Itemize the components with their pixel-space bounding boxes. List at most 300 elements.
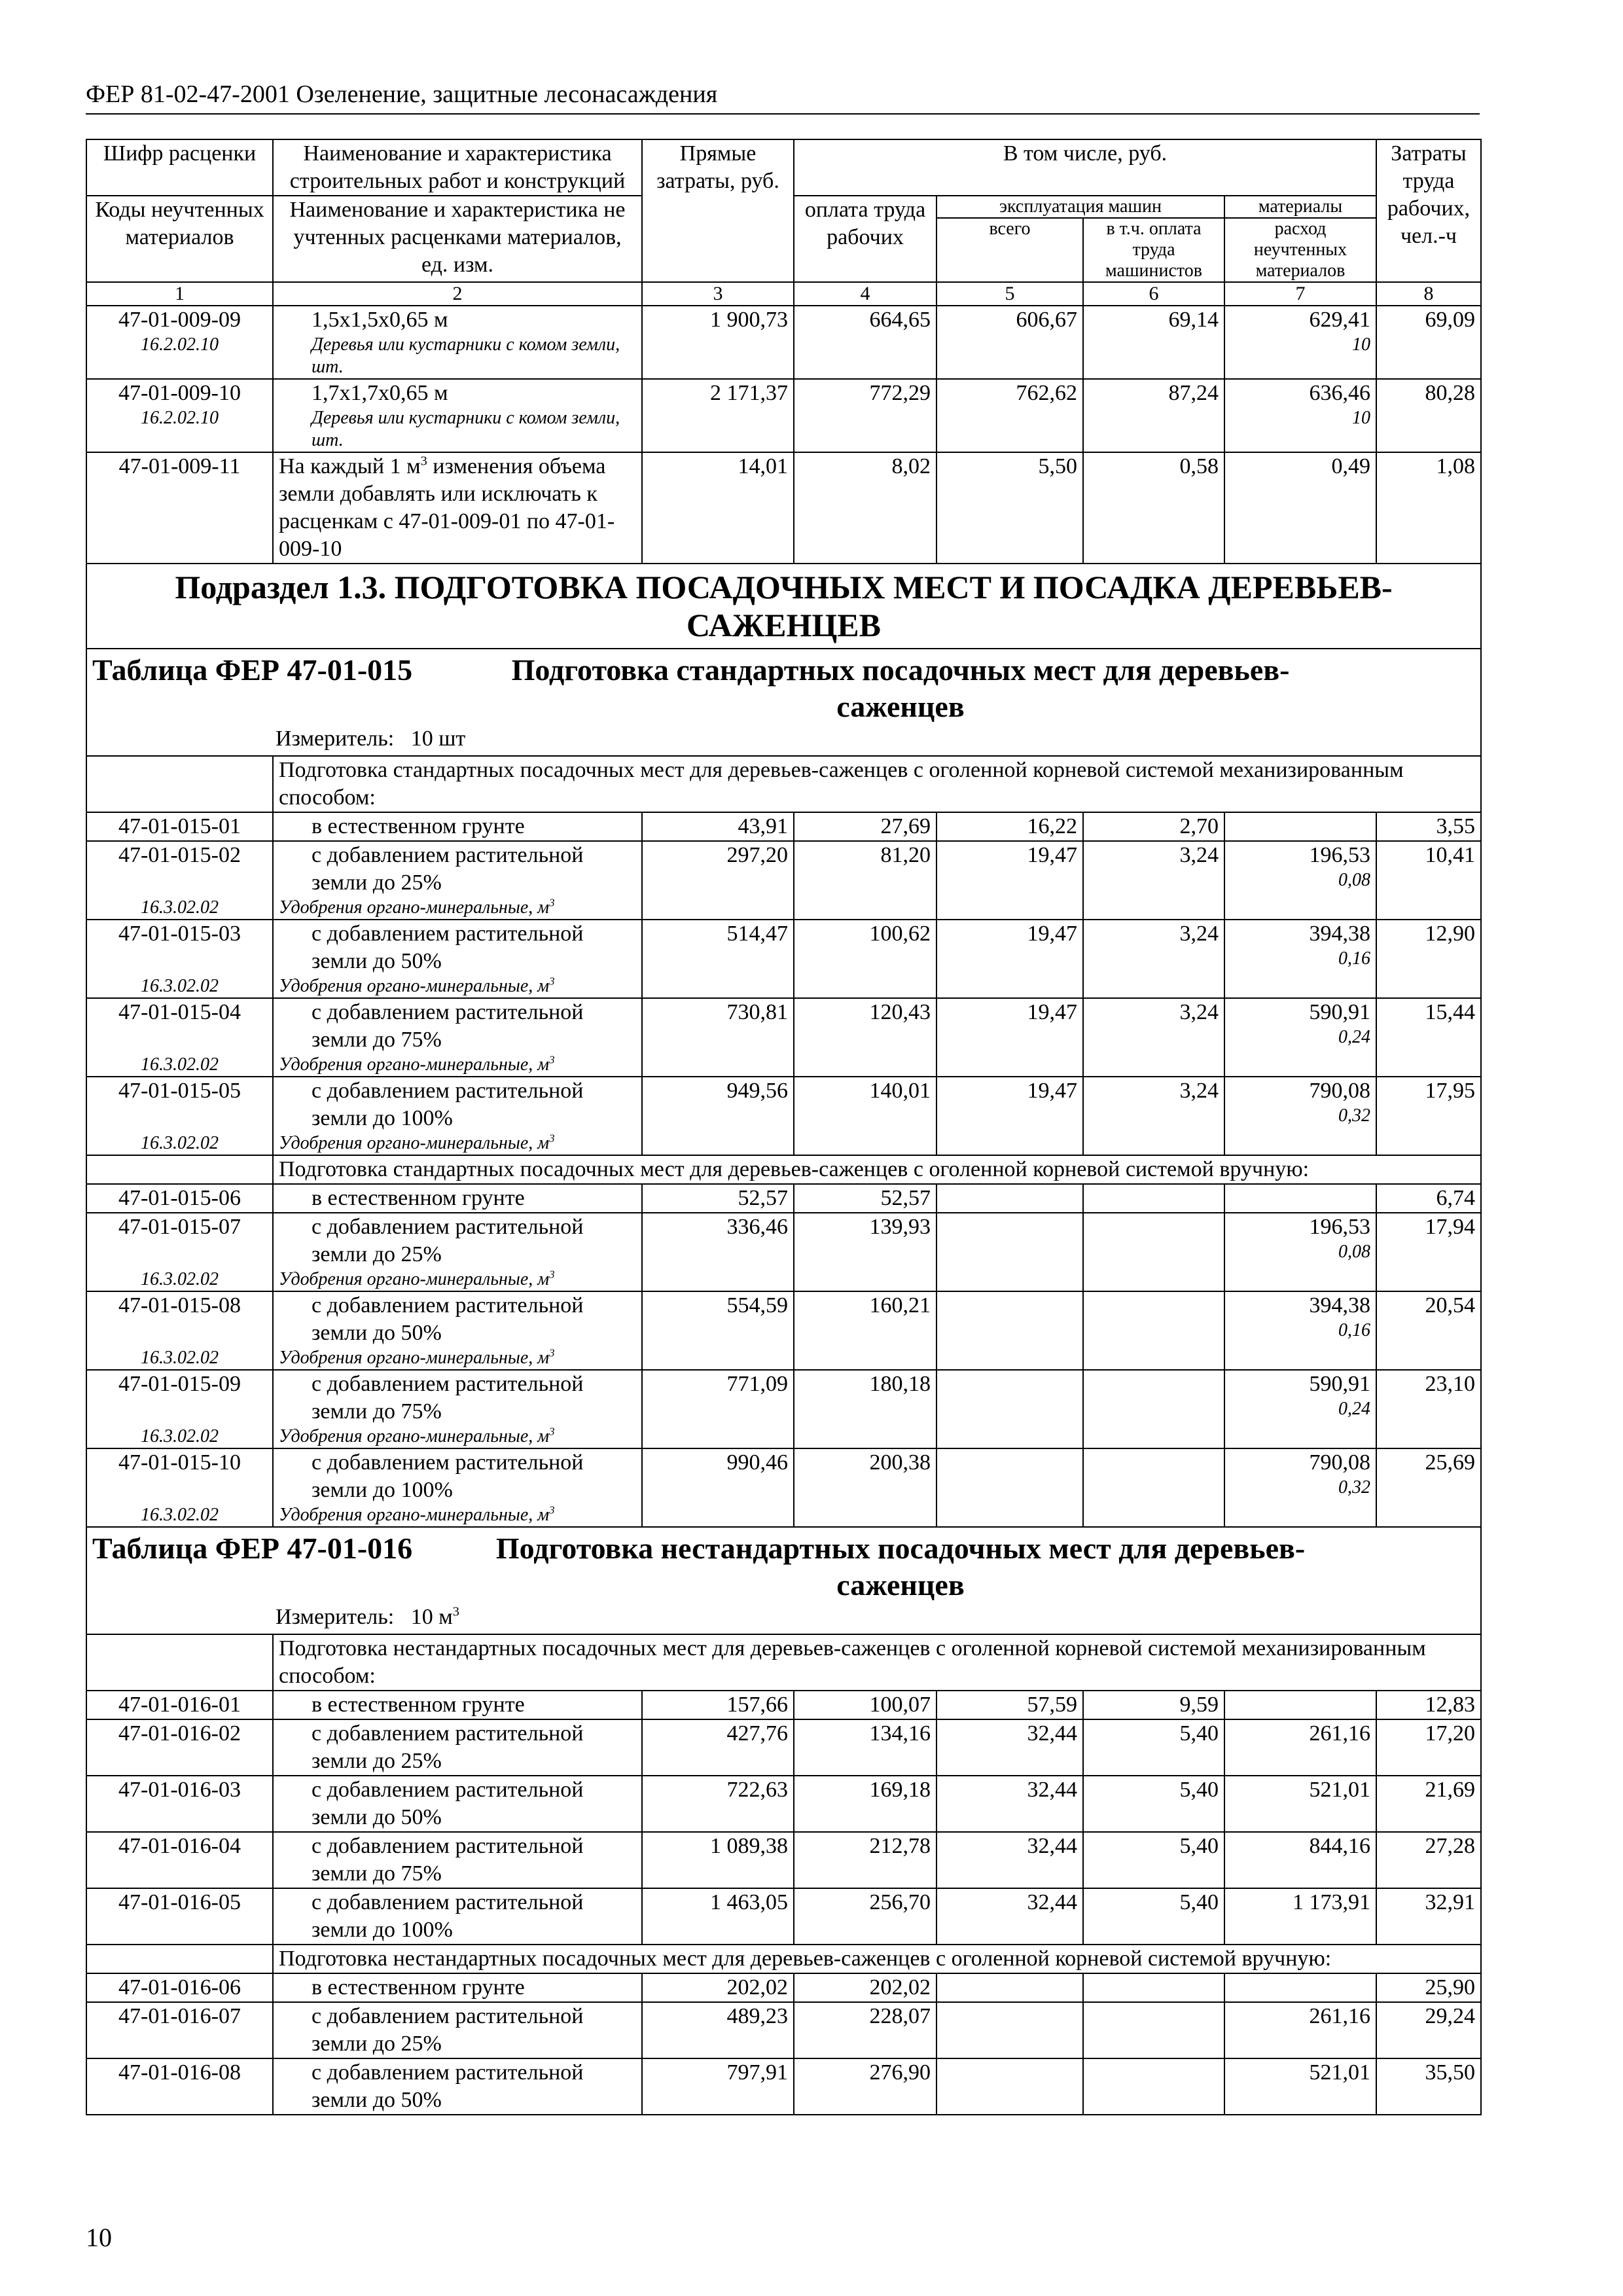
unaccounted-material-name: Удобрения органо-минеральные, $м^3$ <box>279 1132 555 1153</box>
machine-cost: 32,44 <box>936 1719 1083 1776</box>
rate-code-cell <box>86 998 273 1077</box>
labor-hours: 17,95 <box>1376 1077 1481 1155</box>
work-name-cell <box>273 841 642 920</box>
table-row <box>86 841 1481 920</box>
work-name-cell <box>273 1291 642 1370</box>
work-name: с добавлением растительной земли до 50% <box>312 1778 584 1829</box>
machine-cost: 32,44 <box>936 1776 1083 1832</box>
material-code: 16.3.02.02 <box>141 1426 219 1446</box>
col-labor-header: Затраты труда рабочих, чел.-ч <box>1376 139 1481 282</box>
materials-cost: 394,38 <box>1309 1293 1370 1318</box>
table-row <box>86 306 1481 379</box>
col-machines-header: эксплуатация машин <box>936 196 1224 218</box>
table-title-row <box>86 1527 1481 1634</box>
wages-cost: 100,07 <box>794 1691 936 1719</box>
labor-hours: 25,69 <box>1376 1448 1481 1527</box>
table-row <box>86 1213 1481 1291</box>
direct-cost: 427,76 <box>642 1719 794 1776</box>
wages-cost: 664,65 <box>794 306 936 379</box>
page-number: 10 <box>86 2223 112 2252</box>
group-title: Подготовка стандартных посадочных мест для деревьев-саженцев с оголенной корневой системой вручную: <box>273 1155 1481 1184</box>
superscript-3: 3 <box>549 1053 555 1066</box>
unaccounted-material-consumption: 0,24 <box>1338 1399 1370 1419</box>
work-name-cell <box>273 1213 642 1291</box>
materials-cell <box>1224 2002 1376 2058</box>
machinist-wages <box>1083 1370 1224 1448</box>
group-title: Подготовка нестандартных посадочных мест для деревьев-саженцев с оголенной корневой системой механизированным способом: <box>273 1634 1481 1691</box>
unaccounted-material-consumption: 0,08 <box>1338 870 1370 890</box>
work-name-cell <box>273 920 642 998</box>
rate-code: 47-01-016-03 <box>118 1778 241 1802</box>
superscript-3: 3 <box>549 1268 555 1281</box>
rate-code-cell <box>86 1973 273 2002</box>
table-row <box>86 1973 1481 2002</box>
work-name-cell <box>273 1691 642 1719</box>
table-row <box>86 998 1481 1077</box>
labor-hours: 1,08 <box>1376 452 1481 564</box>
labor-hours: 25,90 <box>1376 1973 1481 2002</box>
section-title: Подраздел 1.3. ПОДГОТОВКА ПОСАДОЧНЫХ МЕСТ И ПОСАДКА ДЕРЕВЬЕВ-САЖЕНЦЕВ <box>86 564 1481 649</box>
materials-cost: 790,08 <box>1309 1450 1370 1475</box>
measure-unit <box>92 1604 1475 1631</box>
work-name: в естественном грунте <box>312 1975 525 2000</box>
group-blank <box>86 1634 273 1691</box>
work-name: 1,5x1,5x0,65 м <box>312 308 448 332</box>
wages-cost: 256,70 <box>794 1888 936 1945</box>
work-name: с добавлением растительной земли до 50% <box>312 922 584 973</box>
column-number-5: 5 <box>936 282 1083 306</box>
col-mach-wages-header: в т.ч. оплата труда машинистов <box>1083 218 1224 282</box>
machine-cost <box>936 1213 1083 1291</box>
rate-code: 47-01-015-07 <box>118 1215 241 1239</box>
wages-cost: 772,29 <box>794 379 936 452</box>
rate-code-cell <box>86 1370 273 1448</box>
machinist-wages <box>1083 1213 1224 1291</box>
rate-code: 47-01-015-02 <box>118 843 241 867</box>
column-number-8: 8 <box>1376 282 1481 306</box>
materials-cell <box>1224 998 1376 1077</box>
materials-cost: 1 173,91 <box>1293 1890 1370 1914</box>
wages-cost: 276,90 <box>794 2058 936 2115</box>
group-blank <box>86 756 273 812</box>
rate-code: 47-01-009-09 <box>118 308 241 332</box>
materials-cell <box>1224 1370 1376 1448</box>
table-row <box>86 1077 1481 1155</box>
materials-cost: 521,01 <box>1309 2060 1370 2085</box>
materials-cost: 196,53 <box>1309 843 1370 867</box>
measure-unit <box>92 725 1475 753</box>
labor-hours: 20,54 <box>1376 1291 1481 1370</box>
unaccounted-material-name: Деревья или кустарники с комом земли, шт. <box>312 408 620 450</box>
machinist-wages <box>1083 1448 1224 1527</box>
table-row <box>86 1832 1481 1888</box>
material-code: 16.3.02.02 <box>141 976 219 996</box>
direct-cost: 722,63 <box>642 1776 794 1832</box>
unaccounted-material-name: Удобрения органо-минеральные, $м^3$ <box>279 896 555 918</box>
column-number-7: 7 <box>1224 282 1376 306</box>
machinist-wages: 5,40 <box>1083 1888 1224 1945</box>
table-row <box>86 452 1481 564</box>
superscript-3: 3 <box>549 1425 555 1438</box>
materials-cell <box>1224 2058 1376 2115</box>
labor-hours: 69,09 <box>1376 306 1481 379</box>
table-title <box>92 652 1475 725</box>
unaccounted-material-consumption: 0,32 <box>1338 1105 1370 1126</box>
labor-hours: 3,55 <box>1376 812 1481 841</box>
rate-code: 47-01-016-07 <box>118 2004 241 2028</box>
col-wages-header: оплата труда рабочих <box>794 196 936 282</box>
machinist-wages: 0,58 <box>1083 452 1224 564</box>
materials-cost: 261,16 <box>1309 2004 1370 2028</box>
materials-cell <box>1224 452 1376 564</box>
machine-cost <box>936 1973 1083 2002</box>
table-title-cell <box>86 1527 1481 1634</box>
work-name-cell <box>273 1370 642 1448</box>
rate-code: 47-01-016-05 <box>118 1890 241 1914</box>
materials-cell <box>1224 1691 1376 1719</box>
unaccounted-material-name: Удобрения органо-минеральные, $м^3$ <box>279 1268 555 1289</box>
table-name: Подготовка стандартных посадочных мест для деревьев-саженцев <box>511 653 1290 723</box>
materials-cost: 196,53 <box>1309 1215 1370 1239</box>
direct-cost: 1 089,38 <box>642 1832 794 1888</box>
table-row <box>86 1719 1481 1776</box>
materials-cost: 394,38 <box>1309 922 1370 946</box>
labor-hours: 80,28 <box>1376 379 1481 452</box>
unaccounted-material-name: Удобрения органо-минеральные, $м^3$ <box>279 1346 555 1368</box>
material-code: 16.3.02.02 <box>141 1054 219 1075</box>
superscript-3: 3 <box>452 1604 459 1619</box>
machine-cost: 16,22 <box>936 812 1083 841</box>
wages-cost: 169,18 <box>794 1776 936 1832</box>
work-name: 1,7x1,7x0,65 м <box>312 381 448 405</box>
machine-cost: 19,47 <box>936 998 1083 1077</box>
unaccounted-material-consumption: 10 <box>1352 334 1370 355</box>
unaccounted-material-name: Удобрения органо-минеральные, $м^3$ <box>279 975 555 996</box>
group-row <box>86 756 1481 812</box>
col-mach-total-header: всего <box>936 218 1083 282</box>
direct-cost: 336,46 <box>642 1213 794 1291</box>
work-name: с добавлением растительной земли до 25% <box>312 1215 584 1266</box>
table-row <box>86 2058 1481 2115</box>
rate-code: 47-01-015-05 <box>118 1079 241 1103</box>
machine-cost: 32,44 <box>936 1832 1083 1888</box>
rate-code-cell <box>86 1213 273 1291</box>
wages-cost: 100,62 <box>794 920 936 998</box>
wages-cost: 212,78 <box>794 1832 936 1888</box>
work-name: с добавлением растительной земли до 75% <box>312 1372 584 1424</box>
superscript-3: 3 <box>549 975 555 988</box>
rate-code-cell <box>86 1077 273 1155</box>
work-name: в естественном грунте <box>312 1693 525 1717</box>
materials-cell <box>1224 379 1376 452</box>
work-name: с добавлением растительной земли до 75% <box>312 1000 584 1052</box>
materials-cell <box>1224 1213 1376 1291</box>
group-row <box>86 1155 1481 1184</box>
rate-code: 47-01-016-02 <box>118 1721 241 1746</box>
material-code: 16.3.02.02 <box>141 1505 219 1525</box>
col-code-header: Шифр расценки <box>86 139 273 196</box>
materials-cell <box>1224 812 1376 841</box>
rate-code-cell <box>86 306 273 379</box>
materials-cost: 844,16 <box>1309 1834 1370 1858</box>
work-name-cell <box>273 998 642 1077</box>
labor-hours: 17,94 <box>1376 1213 1481 1291</box>
rate-code: 47-01-015-03 <box>118 922 241 946</box>
machine-cost: 19,47 <box>936 1077 1083 1155</box>
rate-code: 47-01-015-10 <box>118 1450 241 1475</box>
measure-value: 10 $м^3$ <box>410 1604 459 1629</box>
table-row <box>86 1291 1481 1370</box>
table-title-cell <box>86 649 1481 756</box>
work-name: в естественном грунте <box>312 814 525 838</box>
group-blank <box>86 1155 273 1184</box>
rate-code: 47-01-015-08 <box>118 1293 241 1318</box>
materials-cost: 261,16 <box>1309 1721 1370 1746</box>
materials-cost: 521,01 <box>1309 1778 1370 1802</box>
labor-hours: 32,91 <box>1376 1888 1481 1945</box>
column-number-3: 3 <box>642 282 794 306</box>
table-row <box>86 1448 1481 1527</box>
measure-label: Измеритель: <box>276 1605 395 1629</box>
materials-cell <box>1224 1077 1376 1155</box>
rate-code-cell <box>86 379 273 452</box>
material-code: 16.2.02.10 <box>141 408 219 428</box>
wages-cost: 139,93 <box>794 1213 936 1291</box>
page-header: ФЕР 81-02-47-2001 Озеленение, защитные лесонасаждения <box>86 75 1480 115</box>
materials-cell <box>1224 1184 1376 1213</box>
rate-code: 47-01-016-01 <box>118 1693 241 1717</box>
materials-cell <box>1224 1973 1376 2002</box>
machine-cost <box>936 2058 1083 2115</box>
material-code: 16.3.02.02 <box>141 897 219 918</box>
col-mat-consumption-header: расход неучтенных материалов <box>1224 218 1376 282</box>
rate-code: 47-01-015-06 <box>118 1186 241 1210</box>
machine-cost: 19,47 <box>936 920 1083 998</box>
rate-code-cell <box>86 2002 273 2058</box>
labor-hours: 12,83 <box>1376 1691 1481 1719</box>
direct-cost: 797,91 <box>642 2058 794 2115</box>
work-name-cell <box>273 1077 642 1155</box>
wages-cost: 120,43 <box>794 998 936 1077</box>
unaccounted-material-consumption: 10 <box>1352 408 1370 428</box>
column-number-1: 1 <box>86 282 273 306</box>
machinist-wages: 3,24 <box>1083 841 1224 920</box>
rates-table <box>86 139 1482 2115</box>
machine-cost: 606,67 <box>936 306 1083 379</box>
work-name: с добавлением растительной земли до 25% <box>312 1721 584 1773</box>
table-name: Подготовка нестандартных посадочных мест для деревьев-саженцев <box>495 1532 1306 1602</box>
materials-cost: 590,91 <box>1309 1372 1370 1396</box>
machine-cost: 19,47 <box>936 841 1083 920</box>
direct-cost: 157,66 <box>642 1691 794 1719</box>
work-name: с добавлением растительной земли до 100% <box>312 1890 584 1942</box>
rate-code: 47-01-016-04 <box>118 1834 241 1858</box>
unaccounted-material-name: Деревья или кустарники с комом земли, шт. <box>312 334 620 377</box>
direct-cost: 14,01 <box>642 452 794 564</box>
unaccounted-material-consumption: 0,16 <box>1338 1320 1370 1340</box>
machinist-wages: 3,24 <box>1083 998 1224 1077</box>
labor-hours: 12,90 <box>1376 920 1481 998</box>
rate-code-cell <box>86 1832 273 1888</box>
machine-cost: 762,62 <box>936 379 1083 452</box>
work-name-cell <box>273 2058 642 2115</box>
group-blank <box>86 1945 273 1973</box>
work-name: в естественном грунте <box>312 1186 525 1210</box>
work-name-cell <box>273 1184 642 1213</box>
table-row <box>86 920 1481 998</box>
unaccounted-material-consumption: 0,24 <box>1338 1027 1370 1047</box>
unaccounted-material-name: Удобрения органо-минеральные, $м^3$ <box>279 1503 555 1525</box>
machinist-wages: 5,40 <box>1083 1832 1224 1888</box>
materials-cost: 629,41 <box>1309 308 1370 332</box>
direct-cost: 1 900,73 <box>642 306 794 379</box>
material-code: 16.3.02.02 <box>141 1348 219 1368</box>
work-name-cell <box>273 306 642 379</box>
work-name-cell <box>273 1719 642 1776</box>
machinist-wages: 5,40 <box>1083 1719 1224 1776</box>
wages-cost: 180,18 <box>794 1370 936 1448</box>
wages-cost: 200,38 <box>794 1448 936 1527</box>
materials-cell <box>1224 841 1376 920</box>
wages-cost: 202,02 <box>794 1973 936 2002</box>
wages-cost: 52,57 <box>794 1184 936 1213</box>
labor-hours: 35,50 <box>1376 2058 1481 2115</box>
rate-code: 47-01-015-04 <box>118 1000 241 1024</box>
machinist-wages: 9,59 <box>1083 1691 1224 1719</box>
table-label: Таблица ФЕР 47-01-016 <box>92 1532 413 1565</box>
machine-cost: 57,59 <box>936 1691 1083 1719</box>
table-row <box>86 379 1481 452</box>
superscript-3: 3 <box>420 454 427 469</box>
col-direct-header: Прямые затраты, руб. <box>642 139 794 282</box>
materials-cell <box>1224 1888 1376 1945</box>
superscript-3: 3 <box>549 1132 555 1145</box>
rate-code: 47-01-009-10 <box>118 381 241 405</box>
rate-code: 47-01-015-09 <box>118 1372 241 1396</box>
machine-cost <box>936 1370 1083 1448</box>
work-name-cell <box>273 379 642 452</box>
direct-cost: 1 463,05 <box>642 1888 794 1945</box>
wages-cost: 160,21 <box>794 1291 936 1370</box>
table-title <box>92 1530 1475 1604</box>
machinist-wages: 69,14 <box>1083 306 1224 379</box>
rate-code: 47-01-015-01 <box>118 814 241 838</box>
col-including-header: В том числе, руб. <box>794 139 1376 196</box>
unaccounted-material-name: Удобрения органо-минеральные, $м^3$ <box>279 1053 555 1075</box>
superscript-3: 3 <box>549 896 555 909</box>
col-matnames-header: Наименование и характеристика не учтенных расценками материалов, ед. изм. <box>273 196 642 282</box>
materials-cost: 590,91 <box>1309 1000 1370 1024</box>
table-row <box>86 1776 1481 1832</box>
machinist-wages <box>1083 1291 1224 1370</box>
machine-cost: 5,50 <box>936 452 1083 564</box>
materials-cell <box>1224 1448 1376 1527</box>
machine-cost <box>936 2002 1083 2058</box>
work-name: с добавлением растительной земли до 100% <box>312 1079 584 1130</box>
direct-cost: 202,02 <box>642 1973 794 2002</box>
column-number-6: 6 <box>1083 282 1224 306</box>
machinist-wages: 3,24 <box>1083 1077 1224 1155</box>
direct-cost: 514,47 <box>642 920 794 998</box>
column-number-row <box>86 282 1481 306</box>
labor-hours: 29,24 <box>1376 2002 1481 2058</box>
rate-code-cell <box>86 1888 273 1945</box>
labor-hours: 21,69 <box>1376 1776 1481 1832</box>
direct-cost: 297,20 <box>642 841 794 920</box>
machinist-wages: 3,24 <box>1083 920 1224 998</box>
rate-code-cell <box>86 1184 273 1213</box>
column-number-4: 4 <box>794 282 936 306</box>
direct-cost: 554,59 <box>642 1291 794 1370</box>
work-name-cell <box>273 1888 642 1945</box>
unaccounted-material-consumption: 0,08 <box>1338 1242 1370 1262</box>
table-row <box>86 2002 1481 2058</box>
unaccounted-material-name: Удобрения органо-минеральные, $м^3$ <box>279 1425 555 1446</box>
materials-cell <box>1224 306 1376 379</box>
materials-cell <box>1224 1719 1376 1776</box>
machinist-wages <box>1083 1184 1224 1213</box>
superscript-3: 3 <box>549 1503 555 1516</box>
machine-cost: 32,44 <box>936 1888 1083 1945</box>
measure-value: 10 шт <box>410 726 466 751</box>
measure-label: Измеритель: <box>276 726 395 751</box>
machinist-wages: 5,40 <box>1083 1776 1224 1832</box>
work-name-cell <box>273 1832 642 1888</box>
materials-cell <box>1224 920 1376 998</box>
table-row <box>86 1691 1481 1719</box>
direct-cost: 949,56 <box>642 1077 794 1155</box>
machinist-wages <box>1083 2058 1224 2115</box>
wages-cost: 8,02 <box>794 452 936 564</box>
material-code: 16.3.02.02 <box>141 1269 219 1289</box>
superscript-3: 3 <box>549 1346 555 1359</box>
machinist-wages <box>1083 1973 1224 2002</box>
materials-cell <box>1224 1776 1376 1832</box>
header-row-1 <box>86 139 1481 196</box>
unaccounted-material-consumption: 0,16 <box>1338 948 1370 969</box>
column-number-2: 2 <box>273 282 642 306</box>
materials-cost: 0,49 <box>1331 454 1370 478</box>
machine-cost <box>936 1184 1083 1213</box>
rate-code-cell <box>86 812 273 841</box>
wages-cost: 134,16 <box>794 1719 936 1776</box>
labor-hours: 27,28 <box>1376 1832 1481 1888</box>
work-name-cell <box>273 2002 642 2058</box>
group-title: Подготовка нестандартных посадочных мест для деревьев-саженцев с оголенной корневой системой вручную: <box>273 1945 1481 1973</box>
rate-code-cell <box>86 1776 273 1832</box>
table-row <box>86 812 1481 841</box>
work-name: с добавлением растительной земли до 100% <box>312 1450 584 1502</box>
wages-cost: 27,69 <box>794 812 936 841</box>
section-row <box>86 564 1481 649</box>
material-code: 16.2.02.10 <box>141 334 219 355</box>
work-name: с добавлением растительной земли до 50% <box>312 2060 584 2112</box>
direct-cost: 43,91 <box>642 812 794 841</box>
materials-cost: 790,08 <box>1309 1079 1370 1103</box>
table-row <box>86 1888 1481 1945</box>
work-name: с добавлением растительной земли до 75% <box>312 1834 584 1886</box>
materials-cell <box>1224 1291 1376 1370</box>
materials-cell <box>1224 1832 1376 1888</box>
rate-code: 47-01-009-11 <box>86 452 273 564</box>
machinist-wages <box>1083 2002 1224 2058</box>
unaccounted-material-consumption: 0,32 <box>1338 1477 1370 1498</box>
work-name-cell <box>273 812 642 841</box>
rate-code-cell <box>86 841 273 920</box>
rate-code: 47-01-016-06 <box>118 1975 241 2000</box>
direct-cost: 771,09 <box>642 1370 794 1448</box>
labor-hours: 17,20 <box>1376 1719 1481 1776</box>
